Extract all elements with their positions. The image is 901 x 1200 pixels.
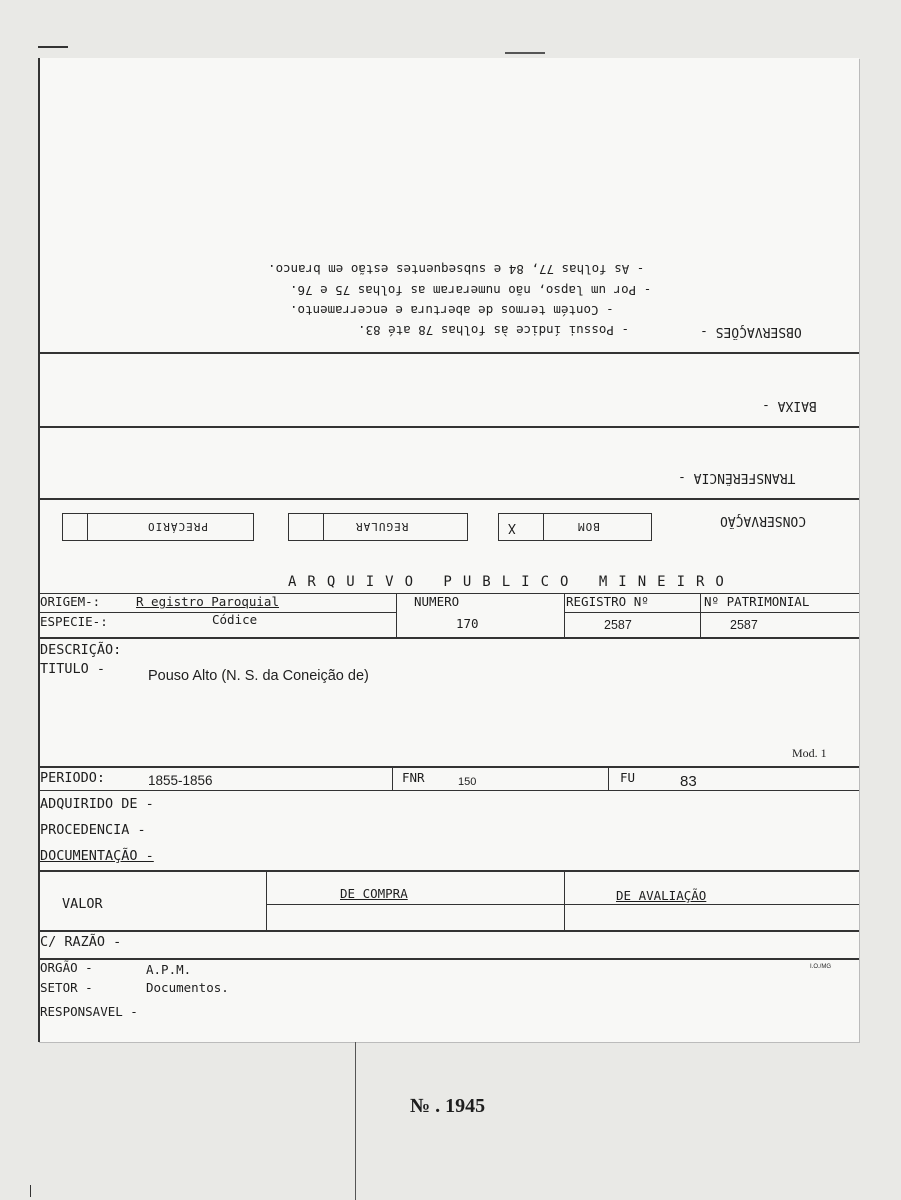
observacoes-label: OBSERVAÇÕES -	[700, 324, 802, 339]
col-divider-periodo	[392, 766, 393, 790]
rule-valor	[40, 930, 859, 932]
observacoes-line-2: - Contém termos de abertura e encerramento.	[290, 303, 614, 318]
col-divider-compra	[564, 870, 565, 930]
especie-value: Códice	[212, 612, 258, 627]
de-compra-label: DE COMPRA	[340, 886, 408, 901]
mod-label: Mod. 1	[792, 746, 827, 760]
col-divider-3	[700, 593, 701, 637]
descricao-label: DESCRIÇÃO:	[40, 642, 122, 658]
col-divider-2	[564, 593, 565, 637]
fnr-label: FNR	[402, 770, 425, 785]
conservacao-label: CONSERVAÇÃO	[720, 513, 807, 528]
setor-value: Documentos.	[146, 980, 229, 995]
orgao-label: ORGÃO -	[40, 960, 93, 975]
rule-especie	[40, 637, 859, 639]
registro-label: REGISTRO Nº	[566, 594, 649, 609]
origem-value: R egistro Paroquial	[136, 594, 279, 609]
responsavel-label: RESPONSAVEL -	[40, 1004, 138, 1019]
transferencia-label: TRANSFERÊNCIA -	[678, 470, 796, 485]
numero-value: 170	[456, 616, 479, 631]
origem-label: ORIGEM-:	[40, 594, 101, 609]
de-avaliacao-label: DE AVALIAÇÃO	[616, 888, 707, 903]
conservacao-bom-box[interactable]	[498, 513, 652, 541]
setor-label: SETOR -	[40, 980, 93, 995]
fnr-value: 150	[458, 776, 477, 788]
rule-valor-mid	[266, 904, 859, 905]
rule-transferencia	[40, 498, 859, 500]
col-divider-fnr	[608, 766, 609, 790]
observacoes-line-1: - Possui índice às folhas 78 até 83.	[358, 323, 629, 338]
especie-label: ESPECIE-:	[40, 614, 108, 629]
card-top-mark-2	[505, 52, 545, 54]
col-divider-valor	[266, 870, 267, 930]
numero-label: NUMERO	[414, 594, 460, 609]
observacoes-line-3: - Por um lapso, não numeraram as folhas 75 e 76.	[290, 283, 652, 298]
baixa-label: BAIXA -	[762, 398, 817, 413]
institution-header: ARQUIVO PUBLICO MINEIRO	[288, 574, 735, 590]
conservacao-bom-label: BOM	[577, 520, 600, 533]
registro-value: 2587	[604, 618, 632, 632]
observacoes-line-4: - As folhas 77, 84 e subsequentes estão em branco.	[268, 262, 645, 277]
periodo-label: PERIODO:	[40, 770, 106, 786]
titulo-label: TITULO -	[40, 661, 106, 677]
rule-titulo	[40, 766, 859, 768]
number-value: . 1945	[435, 1095, 486, 1117]
corner-tick	[30, 1185, 31, 1197]
titulo-value: Pouso Alto (N. S. da Coneição de)	[148, 668, 369, 684]
adquirido-label: ADQUIRIDO DE -	[40, 796, 154, 812]
patrimonial-value: 2587	[730, 618, 758, 632]
catalog-card	[38, 58, 859, 1042]
rule-registro-top	[564, 612, 859, 613]
conservacao-bom-divider	[543, 514, 544, 540]
conservacao-regular-box[interactable]	[288, 513, 468, 541]
fu-label: FU	[620, 770, 636, 785]
printer-mark: I.O./MG	[810, 964, 831, 970]
valor-label: VALOR	[62, 896, 103, 912]
card-number	[410, 1095, 485, 1118]
col-divider-1	[396, 593, 397, 637]
procedencia-label: PROCEDENCIA -	[40, 822, 146, 838]
card-top-mark	[38, 46, 68, 48]
patrimonial-label: Nº PATRIMONIAL	[704, 594, 810, 609]
periodo-value: 1855-1856	[148, 773, 213, 788]
documentacao-label: DOCUMENTAÇÃO -	[40, 848, 154, 864]
razao-label: C/ RAZÃO -	[40, 934, 122, 950]
conservacao-bom-mark: X	[507, 520, 516, 535]
conservacao-regular-label: REGULAR	[355, 520, 409, 533]
underlying-sheet	[355, 1042, 604, 1200]
conservacao-regular-divider	[323, 514, 324, 540]
rule-baixa	[40, 426, 859, 428]
rule-periodo	[40, 790, 859, 791]
rule-razao	[40, 958, 859, 960]
fu-value: 83	[680, 773, 697, 790]
number-sign: №	[410, 1095, 431, 1117]
conservacao-precario-box[interactable]	[62, 513, 254, 541]
rule-observacoes	[40, 352, 859, 354]
conservacao-precario-divider	[87, 514, 88, 540]
orgao-value: A.P.M.	[146, 962, 192, 977]
conservacao-precario-label: PRECÁRIO	[147, 520, 208, 533]
rule-documentacao	[40, 870, 859, 872]
